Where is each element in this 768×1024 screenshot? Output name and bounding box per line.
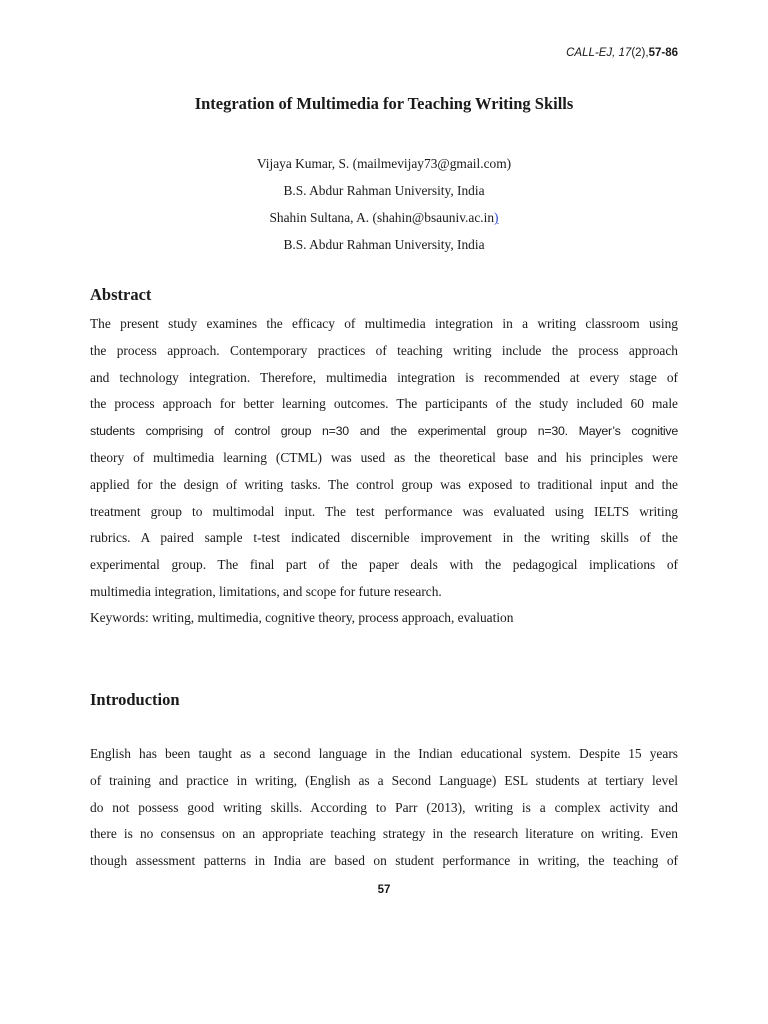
abstract-line: applied for the design of writing tasks. The control group was exposed to traditional input and the xyxy=(90,476,678,492)
page-number: 57 xyxy=(377,884,391,896)
abstract-line: The present study examines the efficacy of multimedia integration in a writing classroom using xyxy=(90,316,678,331)
abstract-line: the process approach for better learning outcomes. The participants of the study included 60 male xyxy=(90,396,678,412)
abstract-line: theory of multimedia learning (CTML) was used as the theoretical base and his principles were xyxy=(90,449,678,465)
running-head xyxy=(566,47,678,59)
intro-line: do not possess good writing skills. According to Parr (2013), writing is a complex activity and xyxy=(90,799,678,815)
introduction-body xyxy=(90,741,678,875)
journal-issue: (2), xyxy=(631,47,649,59)
author-1: Vijaya Kumar, S. (mailmevijay73@gmail.com) xyxy=(256,156,512,171)
abstract-line: experimental group. The final part of the paper deals with the pedagogical implications of xyxy=(90,557,678,573)
journal-name: CALL-EJ, xyxy=(566,47,616,59)
keywords-line xyxy=(90,605,678,632)
intro-line: though assessment patterns in India are based on student performance in writing, the teaching of xyxy=(90,853,678,869)
abstract-line: students comprising of control group n=30 and the experimental group n=30. Mayer’s cognitive xyxy=(90,424,678,439)
abstract-heading: Abstract xyxy=(90,285,152,304)
abstract-line: the process approach. Contemporary practices of teaching writing include the process approach xyxy=(90,342,678,358)
intro-line: there is no consensus on an appropriate teaching strategy in the research literature on writing. Even xyxy=(90,826,678,842)
journal-pages: 57-86 xyxy=(648,47,678,59)
abstract-body xyxy=(90,311,678,606)
email-link-paren[interactable]: ) xyxy=(494,210,499,225)
paper-title: Integration of Multimedia for Teaching Writing Skills xyxy=(194,94,574,113)
intro-line: of training and practice in writing, (English as a Second Language) ESL students at tertiary level xyxy=(90,772,678,788)
author-2-text: Shahin Sultana, A. (shahin@bsauniv.ac.in xyxy=(269,210,495,225)
abstract-line: treatment group to multimodal input. The test performance was evaluated using IELTS writing xyxy=(90,503,678,519)
abstract-line: multimedia integration, limitations, and scope for future research. xyxy=(90,583,442,599)
author-2 xyxy=(0,204,768,231)
introduction-heading: Introduction xyxy=(90,690,180,709)
keywords-text: Keywords: writing, multimedia, cognitive theory, process approach, evaluation xyxy=(90,610,514,625)
author-block xyxy=(0,150,768,258)
journal-volume: 17 xyxy=(618,47,632,59)
affiliation-2: B.S. Abdur Rahman University, India xyxy=(283,237,485,252)
intro-line: English has been taught as a second language in the Indian educational system. Despite 15 years xyxy=(90,746,678,761)
abstract-line: and technology integration. Therefore, multimedia integration is recommended at every stage of xyxy=(90,369,678,385)
abstract-line: rubrics. A paired sample t-test indicated discernible improvement in the writing skills of the xyxy=(90,530,678,546)
affiliation-1: B.S. Abdur Rahman University, India xyxy=(283,183,485,198)
